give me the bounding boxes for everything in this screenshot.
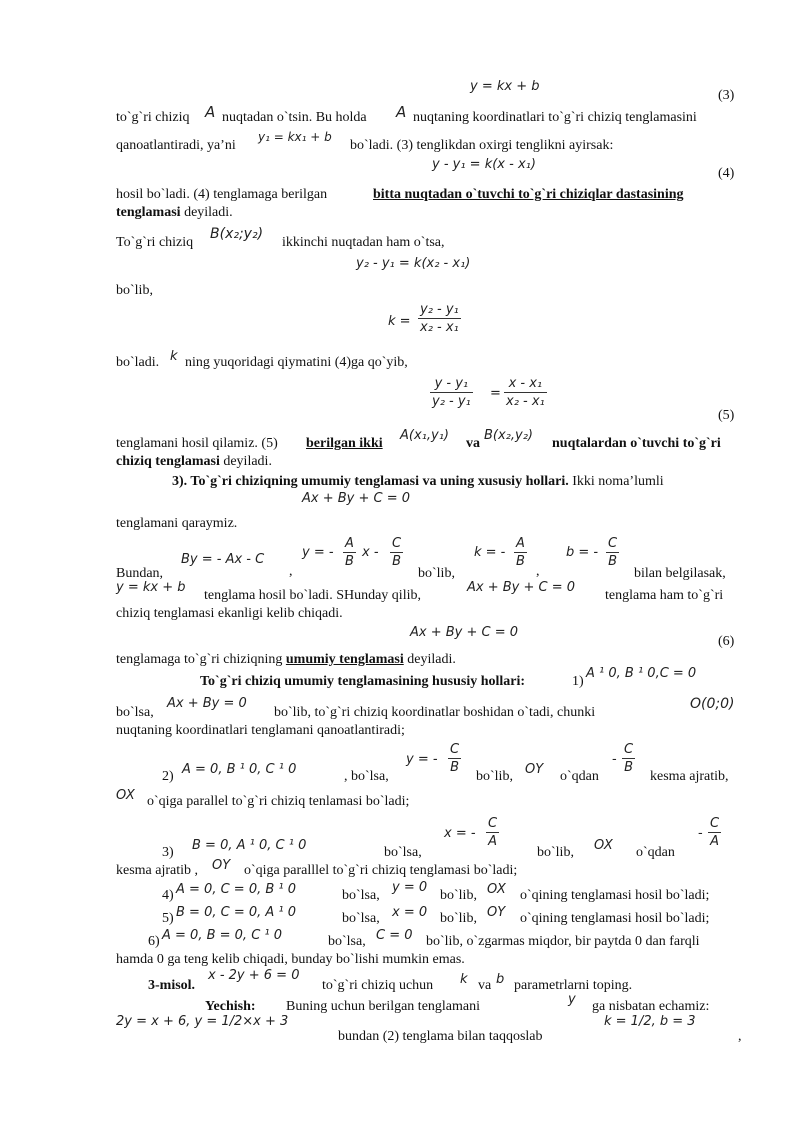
math-k: k xyxy=(170,349,178,364)
numerator: C xyxy=(450,742,460,757)
k-numerator: y₂ - y₁ xyxy=(420,302,459,317)
fraction-C-A-2 xyxy=(708,816,721,849)
paragraph-line: parametrlarni toping. xyxy=(514,978,633,993)
comma: , xyxy=(536,564,540,579)
paragraph-line: o`qining tenglamasi hosil bo`ladi; xyxy=(520,911,710,926)
paragraph-line: to`g`ri chiziq xyxy=(116,110,190,125)
paragraph-line: ga nisbatan echamiz: xyxy=(592,999,710,1014)
numerator: A xyxy=(345,536,354,551)
solution-result: k = 1/2, b = 3 xyxy=(604,1014,696,1029)
case2-math: A = 0, B ¹ 0, C ¹ 0 xyxy=(182,762,297,777)
eq5-right-denominator: x₂ - x₁ xyxy=(506,394,545,409)
math-y-kx-b: y = kx + b xyxy=(116,580,186,595)
paragraph-line: bo`lib, xyxy=(116,283,153,298)
equation-3: y = kx + b xyxy=(470,79,540,94)
equation-number-4: (4) xyxy=(718,166,735,181)
math-k-eq: k = - xyxy=(474,545,506,560)
numerator: C xyxy=(710,816,720,831)
comma: , xyxy=(289,564,293,579)
paragraph-line: tenglama hosil bo`ladi. SHunday qilib, xyxy=(204,588,421,603)
equation-number-6: (6) xyxy=(718,634,735,649)
numerator: A xyxy=(516,536,525,551)
paragraph-line: kesma ajratib, xyxy=(650,769,729,784)
paragraph-line: bo`lsa, xyxy=(328,934,366,949)
math-x-eq: x = - xyxy=(444,826,476,841)
equation-4: y - y₁ = k(x - x₁) xyxy=(432,157,536,172)
denominator: B xyxy=(390,552,403,569)
comma: , xyxy=(738,1029,742,1044)
minus-sign: - xyxy=(612,752,617,767)
math-C0: C = 0 xyxy=(376,928,413,943)
paragraph-line: nuqtaning koordinatlari tenglamani qanoatlantiradi; xyxy=(116,723,405,738)
paragraph-line: nuqtadan o`tsin. Bu holda xyxy=(222,110,367,125)
case6-math: A = 0, B = 0, C ¹ 0 xyxy=(162,928,283,943)
paragraph-line: Buning uchun berilgan tenglamani xyxy=(286,999,481,1014)
math-k: k xyxy=(460,972,468,987)
paragraph-line: ning yuqoridagi qiymatini (4)ga qo`yib, xyxy=(185,355,408,370)
denominator: B xyxy=(345,554,354,569)
math-B-point: B(x₂;y₂) xyxy=(210,226,264,242)
eq5-left-numerator: y - y₁ xyxy=(434,376,469,391)
paragraph-line: bo`lib, xyxy=(440,888,477,903)
math-b-eq: b = - xyxy=(566,545,599,560)
numerator: C xyxy=(608,536,618,551)
denominator: B xyxy=(606,552,619,569)
equation-B: y₂ - y₁ = k(x₂ - x₁) xyxy=(356,256,471,271)
math-origin: O(0;0) xyxy=(690,696,735,712)
math-OY: OY xyxy=(525,762,544,777)
paragraph-line: chiziq tenglamasi deyiladi. xyxy=(116,454,272,469)
special-cases-heading: To`g`ri chiziq umumiy tenglamasining hususiy hollari: xyxy=(200,674,526,689)
paragraph-line: , bo`lsa, xyxy=(344,769,389,784)
paragraph-line: bo`lsa, xyxy=(342,911,380,926)
math-OX: OX xyxy=(116,788,135,803)
paragraph-line: qanoatlantiradi, ya’ni xyxy=(116,138,236,153)
example-label: 3-misol. xyxy=(148,978,196,993)
case5-math: B = 0, C = 0, A ¹ 0 xyxy=(176,905,297,920)
paragraph-line: bo`lsa, xyxy=(384,845,422,860)
denominator: B xyxy=(448,758,461,775)
math-A: A xyxy=(205,103,216,121)
paragraph-line: kesma ajratib , xyxy=(116,863,199,878)
numerator: C xyxy=(624,742,634,757)
paragraph-line: bo`lib, o`zgarmas miqdor, bir paytda 0 dan farqli xyxy=(426,934,700,949)
paragraph-line: bo`lib, xyxy=(440,911,477,926)
equation-number-3: (3) xyxy=(718,88,735,103)
section-heading: 3). To`g`ri chiziqning umumiy tenglamasi va uning xususiy hollari. Ikki noma’lumli xyxy=(172,474,664,489)
k-denominator: x₂ - x₁ xyxy=(420,320,459,335)
paragraph-line: hosil bo`ladi. (4) tenglamaga berilgan xyxy=(116,187,328,202)
term-highlight: bitta nuqtadan o`tuvchi to`g`ri chiziqlar dastasining xyxy=(373,187,684,202)
paragraph-line: hamda 0 ga teng kelib chiqadi, bunday bo`lishi mumkin emas. xyxy=(116,952,465,967)
math-y0: y = 0 xyxy=(392,880,428,895)
paragraph-line: To`g`ri chiziq xyxy=(116,235,194,250)
eq5-equals: = xyxy=(490,386,501,401)
case-number: 6) xyxy=(148,934,160,949)
paragraph-line: bo`lsa, xyxy=(116,705,154,720)
case4-math: A = 0, C = 0, B ¹ 0 xyxy=(176,882,297,897)
numerator: C xyxy=(488,816,498,831)
math-A-point: A(x₁,y₁) xyxy=(400,428,449,443)
paragraph-line: tenglamani qaraymiz. xyxy=(116,516,238,531)
paragraph-line: o`qdan xyxy=(560,769,599,784)
eq5-left-denominator: y₂ - y₁ xyxy=(432,394,471,409)
k-label: k = xyxy=(388,314,411,329)
paragraph-line: tenglamaga to`g`ri chiziqning umumiy tenglamasi deyiladi. xyxy=(116,652,456,667)
eq5-right-numerator: x - x₁ xyxy=(508,376,543,391)
paragraph-line: tenglamani hosil qilamiz. (5) xyxy=(116,436,278,451)
paragraph-line: o`qdan xyxy=(636,845,675,860)
case-number: 5) xyxy=(162,911,174,926)
denominator: B xyxy=(516,554,525,569)
denominator: A xyxy=(708,832,721,849)
paragraph-line: va xyxy=(466,436,480,451)
example-equation: x - 2y + 6 = 0 xyxy=(208,968,300,983)
math-Ax-By: Ax + By = 0 xyxy=(167,696,247,711)
math-y1: y₁ = kx₁ + b xyxy=(258,130,332,144)
paragraph-line: to`g`ri chiziq uchun xyxy=(322,978,434,993)
fraction-C-B-b xyxy=(606,536,619,569)
paragraph-line: o`qiga paralllel to`g`ri chiziq tenglamasi bo`ladi; xyxy=(244,863,518,878)
math-general: Ax + By + C = 0 xyxy=(467,580,576,595)
math-A: A xyxy=(396,103,407,121)
solution-math: 2y = x + 6, y = 1/2×x + 3 xyxy=(116,1014,289,1029)
case3-math: B = 0, A ¹ 0, C ¹ 0 xyxy=(192,838,307,853)
paragraph-line: bo`ladi. xyxy=(116,355,160,370)
math-OX: OX xyxy=(487,882,506,897)
term-highlight: berilgan ikki xyxy=(306,436,383,451)
paragraph-line: tenglamasi deyiladi. xyxy=(116,205,233,220)
case-number: 4) xyxy=(162,888,174,903)
term-highlight: nuqtalardan o`tuvchi to`g`ri xyxy=(552,436,721,451)
denominator: B xyxy=(622,758,635,775)
equation-number-5: (5) xyxy=(718,408,735,423)
paragraph-line: Bundan, xyxy=(116,566,164,581)
eq5-left-fraction xyxy=(430,376,473,409)
math-x-minus: x - xyxy=(362,545,379,560)
paragraph-line: bo`lib, xyxy=(418,566,455,581)
paragraph-line: o`qining tenglamasi hosil bo`ladi; xyxy=(520,888,710,903)
paragraph-line: o`qiga parallel to`g`ri chiziq tenlamasi bo`ladi; xyxy=(147,794,410,809)
paragraph-line: tenglama ham to`g`ri xyxy=(605,588,724,603)
math-x0: x = 0 xyxy=(392,905,428,920)
k-fraction xyxy=(418,302,461,335)
paragraph-line: bo`ladi. (3) tenglikdan oxirgi tenglikni ayirsak: xyxy=(350,138,614,153)
case-number: 2) xyxy=(162,769,174,784)
paragraph-line: ikkinchi nuqtadan ham o`tsa, xyxy=(282,235,445,250)
equation-6: Ax + By + C = 0 xyxy=(410,625,519,640)
paragraph-line: bo`lib, xyxy=(476,769,513,784)
general-equation: Ax + By + C = 0 xyxy=(302,491,411,506)
paragraph-line: bo`lib, xyxy=(537,845,574,860)
paragraph-line: va xyxy=(478,978,492,993)
fraction-C-B xyxy=(448,742,461,775)
math-y-eq: y = - xyxy=(302,545,334,560)
solution-label: Yechish: xyxy=(205,999,256,1014)
math-y-eq: y = - xyxy=(406,752,438,767)
denominator: A xyxy=(486,832,499,849)
case1-math: A ¹ 0, B ¹ 0,C = 0 xyxy=(586,666,697,681)
case-number: 3) xyxy=(162,845,174,860)
paragraph-line: bundan (2) tenglama bilan taqqoslab xyxy=(338,1029,543,1044)
eq5-right-fraction xyxy=(504,376,547,409)
math-b: b xyxy=(496,972,505,987)
minus-sign: - xyxy=(698,826,703,841)
paragraph-line: chiziq tenglamasi ekanligi kelib chiqadi. xyxy=(116,606,343,621)
math-OY: OY xyxy=(487,905,506,920)
paragraph-line: bo`lsa, xyxy=(342,888,380,903)
math-OY: OY xyxy=(212,858,231,873)
math-B-point2: B(x₂,y₂) xyxy=(484,428,534,443)
fraction-A-B-k xyxy=(514,536,527,569)
numerator: C xyxy=(392,536,402,551)
paragraph-line: bilan belgilasak, xyxy=(634,566,726,581)
case-number: 1) xyxy=(572,674,584,689)
fraction-C-A xyxy=(486,816,499,849)
paragraph-line: bo`lib, to`g`ri chiziq koordinatlar boshidan o`tadi, chunki xyxy=(274,705,596,720)
math-OX: OX xyxy=(594,838,613,853)
paragraph-line: nuqtaning koordinatlari to`g`ri chiziq tenglamasini xyxy=(413,110,697,125)
math-y: y xyxy=(568,992,576,1007)
math-By: By = - Ax - C xyxy=(181,552,265,567)
fraction-C-B-2 xyxy=(622,742,635,775)
fraction-C-B xyxy=(390,536,403,569)
fraction-A-B xyxy=(343,536,356,569)
